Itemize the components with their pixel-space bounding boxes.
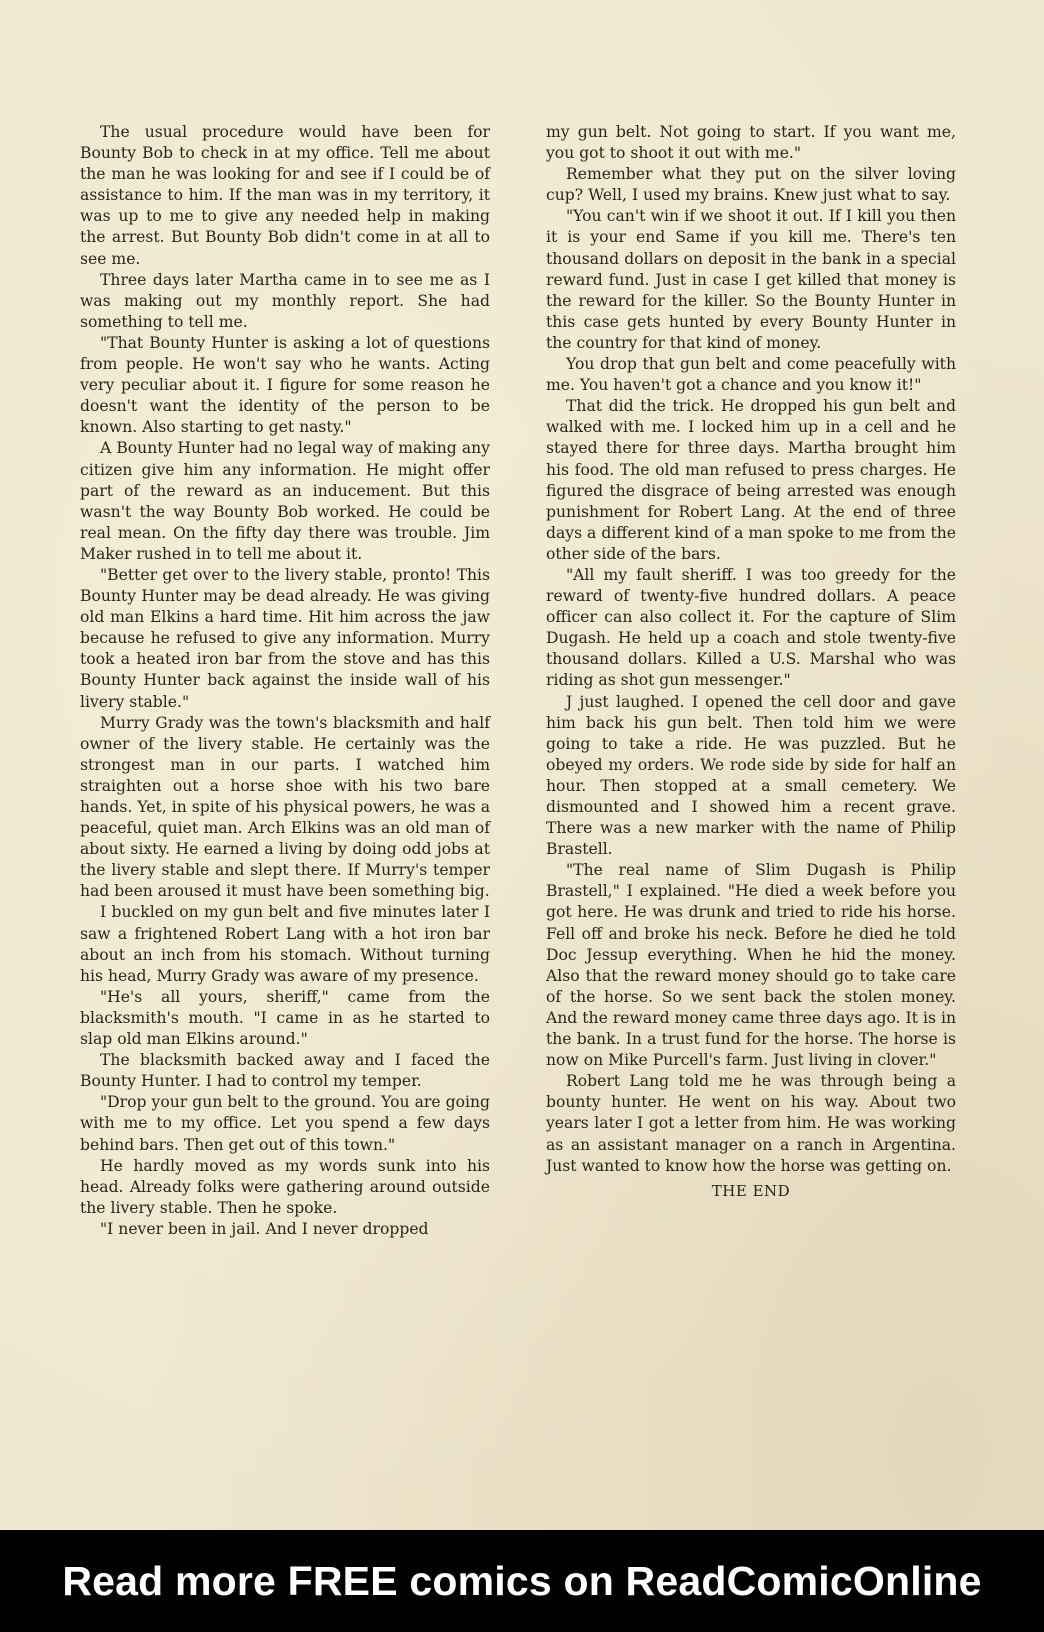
paragraph: A Bounty Hunter had no legal way of making any citizen give him any information. He might offer part of the reward as an inducement. But this wasn't the way Bounty Bob worked. He could be real mean. On the fifty day there was trouble. Jim Maker rushed in to tell me about it.	[80, 439, 490, 563]
paragraph: I buckled on my gun belt and five minutes later I saw a frightened Robert Lang with a hot iron bar about an inch from his stomach. Without turning his head, Murry Grady was aware of my presence.	[80, 903, 490, 985]
paragraph: The usual procedure would have been for Bounty Bob to check in at my office. Tell me about the man he was looking for and see if I could be of assistance to him. If the man was in my territory, it was up to me to give any needed help in making the arrest. But Bounty Bob didn't come in at all to see me.	[80, 123, 490, 268]
paragraph: Murry Grady was the town's blacksmith and half owner of the livery stable. He certainly was the strongest man in our parts. I watched him straighten out a horse shoe with his two bare hands. Yet, in spite of his physical powers, he was a peaceful, quiet man. Arch Elkins was an old man of about sixty. He earned a living by doing odd jobs at the livery stable and slept there. If Murry's temper had been aroused it must have been something big.	[80, 713, 490, 901]
paragraph: Three days later Martha came in to see me as I was making out my monthly report. She had something to tell me.	[80, 270, 490, 331]
paragraph: You drop that gun belt and come peacefully with me. You haven't got a chance and you know it!"	[546, 355, 956, 395]
paragraph: Remember what they put on the silver loving cup? Well, I used my brains. Knew just what to say.	[546, 165, 956, 205]
paragraph: J just laughed. I opened the cell door and gave him back his gun belt. Then told him we were going to take a ride. He was puzzled. But he obeyed my orders. We rode side by side for half an hour. Then stopped at a small cemetery. We dismounted and I showed him a recent grave. There was a new marker with the name of Philip Brastell.	[546, 692, 956, 859]
promo-banner[interactable]	[0, 1530, 1044, 1632]
paragraph: Robert Lang told me he was through being a bounty hunter. He went on his way. About two years later I got a letter from him. He was working as an assistant manager on a ranch in Argentina. Just wanted to know how the horse was getting on.	[546, 1072, 956, 1175]
paragraph: He hardly moved as my words sunk into his head. Already folks were gathering around outside the livery stable. Then he spoke.	[80, 1156, 490, 1217]
paragraph: "I never been in jail. And I never dropped	[100, 1219, 429, 1238]
paragraph: "All my fault sheriff. I was too greedy for the reward of twenty-five hundred dollars. A peace officer can also collect it. For the capture of Slim Dugash. He held up a coach and stole twenty-five thousand dollars. Killed a U.S. Marshal who was riding as shot gun messenger."	[546, 565, 956, 690]
paragraph: "Better get over to the livery stable, pronto! This Bounty Hunter may be dead already. He was giving old man Elkins a hard time. Hit him across the jaw because he refused to give any information. Murry took a heated iron bar from the stove and has this Bounty Hunter back against the inside wall of his livery stable."	[80, 565, 490, 711]
paragraph: "The real name of Slim Dugash is Philip Brastell," I explained. "He died a week before you got here. He was drunk and tried to ride his horse. Fell off and broke his neck. Before he died he told Doc Jessup everything. When he hid the money. Also that the reward money should go to take care of the horse. So we sent back the stolen money. And the reward money came three days ago. It is in the bank. In a trust fund for the horse. The horse is now on Mike Purcell's farm. Just living in clover."	[546, 861, 956, 1070]
paragraph: "Drop your gun belt to the ground. You are going with me to my office. Let you spend a few days behind bars. Then get out of this town."	[80, 1093, 490, 1154]
paragraph-continuation: my gun belt. Not going to start. If you want me, you got to shoot it out with me."	[546, 123, 956, 163]
text-column-right	[546, 122, 956, 1202]
paragraph: The blacksmith backed away and I faced the Bounty Hunter. I had to control my temper.	[80, 1051, 490, 1091]
paragraph: "That Bounty Hunter is asking a lot of questions from people. He won't say who he wants. Acting very peculiar about it. I figure for some reason he doesn't want the identity of the person to be known. Also starting to get nasty."	[80, 333, 490, 437]
paragraph: "He's all yours, sheriff," came from the blacksmith's mouth. "I came in as he started to slap old man Elkins around."	[80, 987, 490, 1049]
promo-banner-text: Read more FREE comics on ReadComicOnline	[62, 1557, 982, 1604]
paragraph: "You can't win if we shoot it out. If I kill you then it is your end Same if you kill me. There's ten thousand dollars on deposit in the bank in a special reward fund. Just in case I get killed that money is the reward for the killer. So the Bounty Hunter in this case gets hunted by every Bounty Hunter in the country for that kind of money.	[546, 207, 956, 352]
the-end-label: THE END	[711, 1181, 791, 1200]
text-column-left	[80, 122, 490, 1240]
paragraph: That did the trick. He dropped his gun belt and walked with me. I locked him up in a cell and he stayed there for three days. Martha brought him his food. The old man refused to press charges. He figured the disgrace of being arrested was enough punishment for Robert Lang. At the end of three days a different kind of a man spoke to me from the other side of the bars.	[546, 397, 956, 563]
